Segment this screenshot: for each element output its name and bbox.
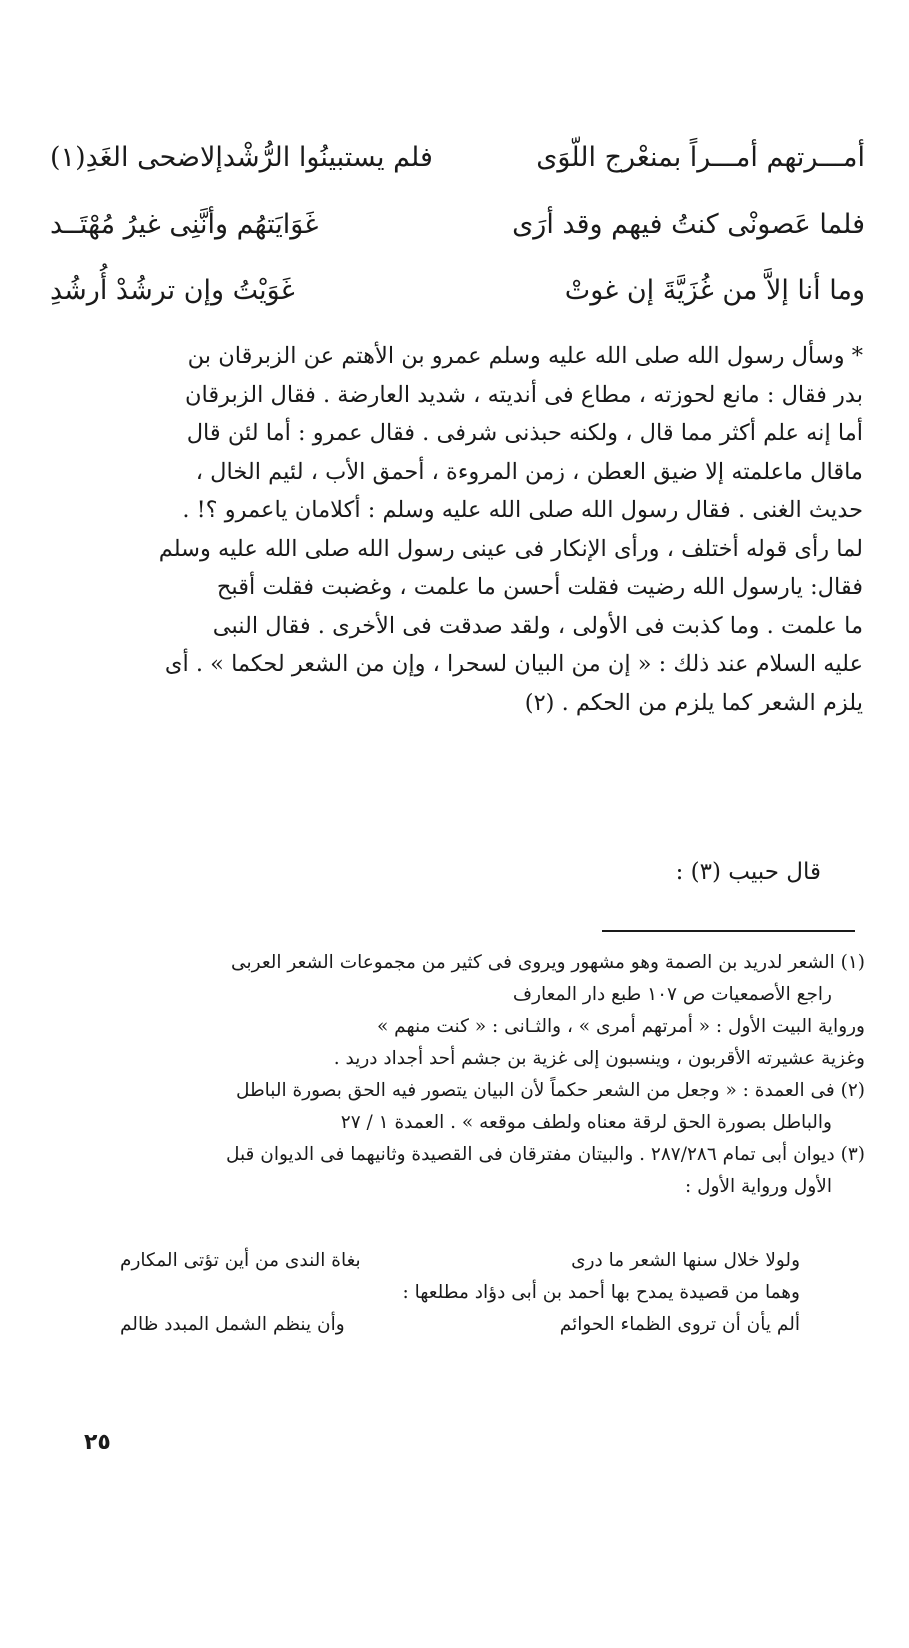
footnote-line: والباطل بصورة الحق لرقة معناه ولطف موقعه » . العمدة ١ / ٢٧ (340, 1112, 832, 1133)
footnote-line: وغزية عشيرته الأقربون ، وينسبون إلى غزية بن جشم أحد أجداد دريد . (333, 1048, 865, 1069)
paragraph-line: ماقال ماعلمته إلا ضيق العطن ، زمن المروءة ، أحمق الأب ، لئيم الخال ، (195, 458, 863, 485)
footnote-verse (120, 1245, 800, 1277)
footnote-verse (120, 1309, 800, 1341)
paragraph-line: ما علمت . وما كذبت فى الأولى ، ولقد صدقت فى الأخرى . فقال النبى (212, 612, 863, 639)
footnote-line: (٣) ديوان أبى تمام ٢٨٧/٢٨٦ . والبيتان مفترقان فى القصيدة وثانيهما فى الديوان قبل (225, 1144, 865, 1165)
verse-first-hemistich: أمـــرتهم أمـــراً بمنعْرج اللّوَى (536, 142, 865, 173)
verse-second-hemistich: غَوَايَتهُم وأنَّنِى غيرُ مُهْتَــد (50, 209, 319, 240)
paragraph-line: * وسأل رسول الله صلى الله عليه وسلم عمرو بن الأهتم عن الزبرقان بن (187, 343, 863, 369)
paragraph-line: لما رأى قوله أختلف ، ورأى الإنكار فى عينى رسول الله صلى الله عليه وسلم (158, 535, 863, 562)
paragraph-line: أما إنه علم أكثر مما قال ، ولكنه حبذنى شرفى . فقال عمرو : أما لئن قال (186, 420, 863, 446)
paragraph-line: يلزم الشعر كما يلزم من الحكم . (٢) (524, 689, 863, 716)
verse-second-hemistich: بغاة الندى من أين تؤتى المكارم (120, 1250, 361, 1271)
poem-verse (50, 205, 865, 245)
verse-second-hemistich: غَوَيْتُ وإن ترشُدْ أُرشُدِ (50, 275, 295, 306)
paragraph-line: بدر فقال : مانع لحوزته ، مطاع فى أنديته ، شديد العارضة . فقال الزبرقان (185, 381, 863, 408)
poem-verse (50, 271, 865, 311)
footnote-prose-line (120, 1277, 800, 1309)
verse-second-hemistich: فلم يستبينُوا الرُّشْدإلاضحى الغَدِ(١) (50, 142, 433, 173)
paragraph-line: عليه السلام عند ذلك : « إن من البيان لسحرا ، وإن من الشعر لحكما » . أى (164, 651, 863, 677)
footnote-line: (٢) فى العمدة : « وجعل من الشعر حكماً لأن البيان يتصور فيه الحق بصورة الباطل (235, 1080, 865, 1101)
footnote-separator (602, 930, 855, 932)
poem-intro: قال حبيب (٣) : (675, 859, 821, 885)
body-paragraph (55, 337, 863, 722)
footnote-line: وهما من قصيدة يمدح بها أحمد بن أبى دؤاد مطلعها : (402, 1282, 800, 1303)
footnote-line: راجع الأصمعيات ص ١٠٧ طبع دار المعارف (512, 984, 832, 1005)
footnote-line: ورواية البيت الأول : « أمرتهم أمرى » ، والثـانى : « كنت منهم » (376, 1016, 865, 1037)
footnote-line: (١) الشعر لدريد بن الصمة وهو مشهور ويروى فى كثير من مجموعات الشعر العربى (231, 952, 865, 973)
verse-second-hemistich: وأن ينظم الشمل المبدد ظالم (120, 1314, 345, 1335)
verse-first-hemistich: فلما عَصونْى كنتُ فيهم وقد أرَى (512, 209, 865, 240)
footnote-line: الأول ورواية الأول : (684, 1176, 832, 1197)
poem-verse (50, 138, 865, 178)
paragraph-line: حديث الغنى . فقال رسول الله صلى الله عليه وسلم : أكلامان ياعمرو ؟! . (182, 497, 863, 523)
footnotes (45, 947, 865, 1203)
verse-first-hemistich: ألم يأن أن تروى الظماء الحوائم (559, 1314, 800, 1335)
paragraph-line: فقال: يارسول الله رضيت فقلت أحسن ما علمت ، وغضبت فقلت أقبح (216, 574, 863, 600)
verse-first-hemistich: وما أنا إلاَّ من غُزَيَّةَ إن غوتْ (564, 275, 865, 306)
verse-first-hemistich: ولولا خلال سنها الشعر ما درى (571, 1250, 800, 1271)
page-number: ٢٥ (84, 1430, 111, 1455)
